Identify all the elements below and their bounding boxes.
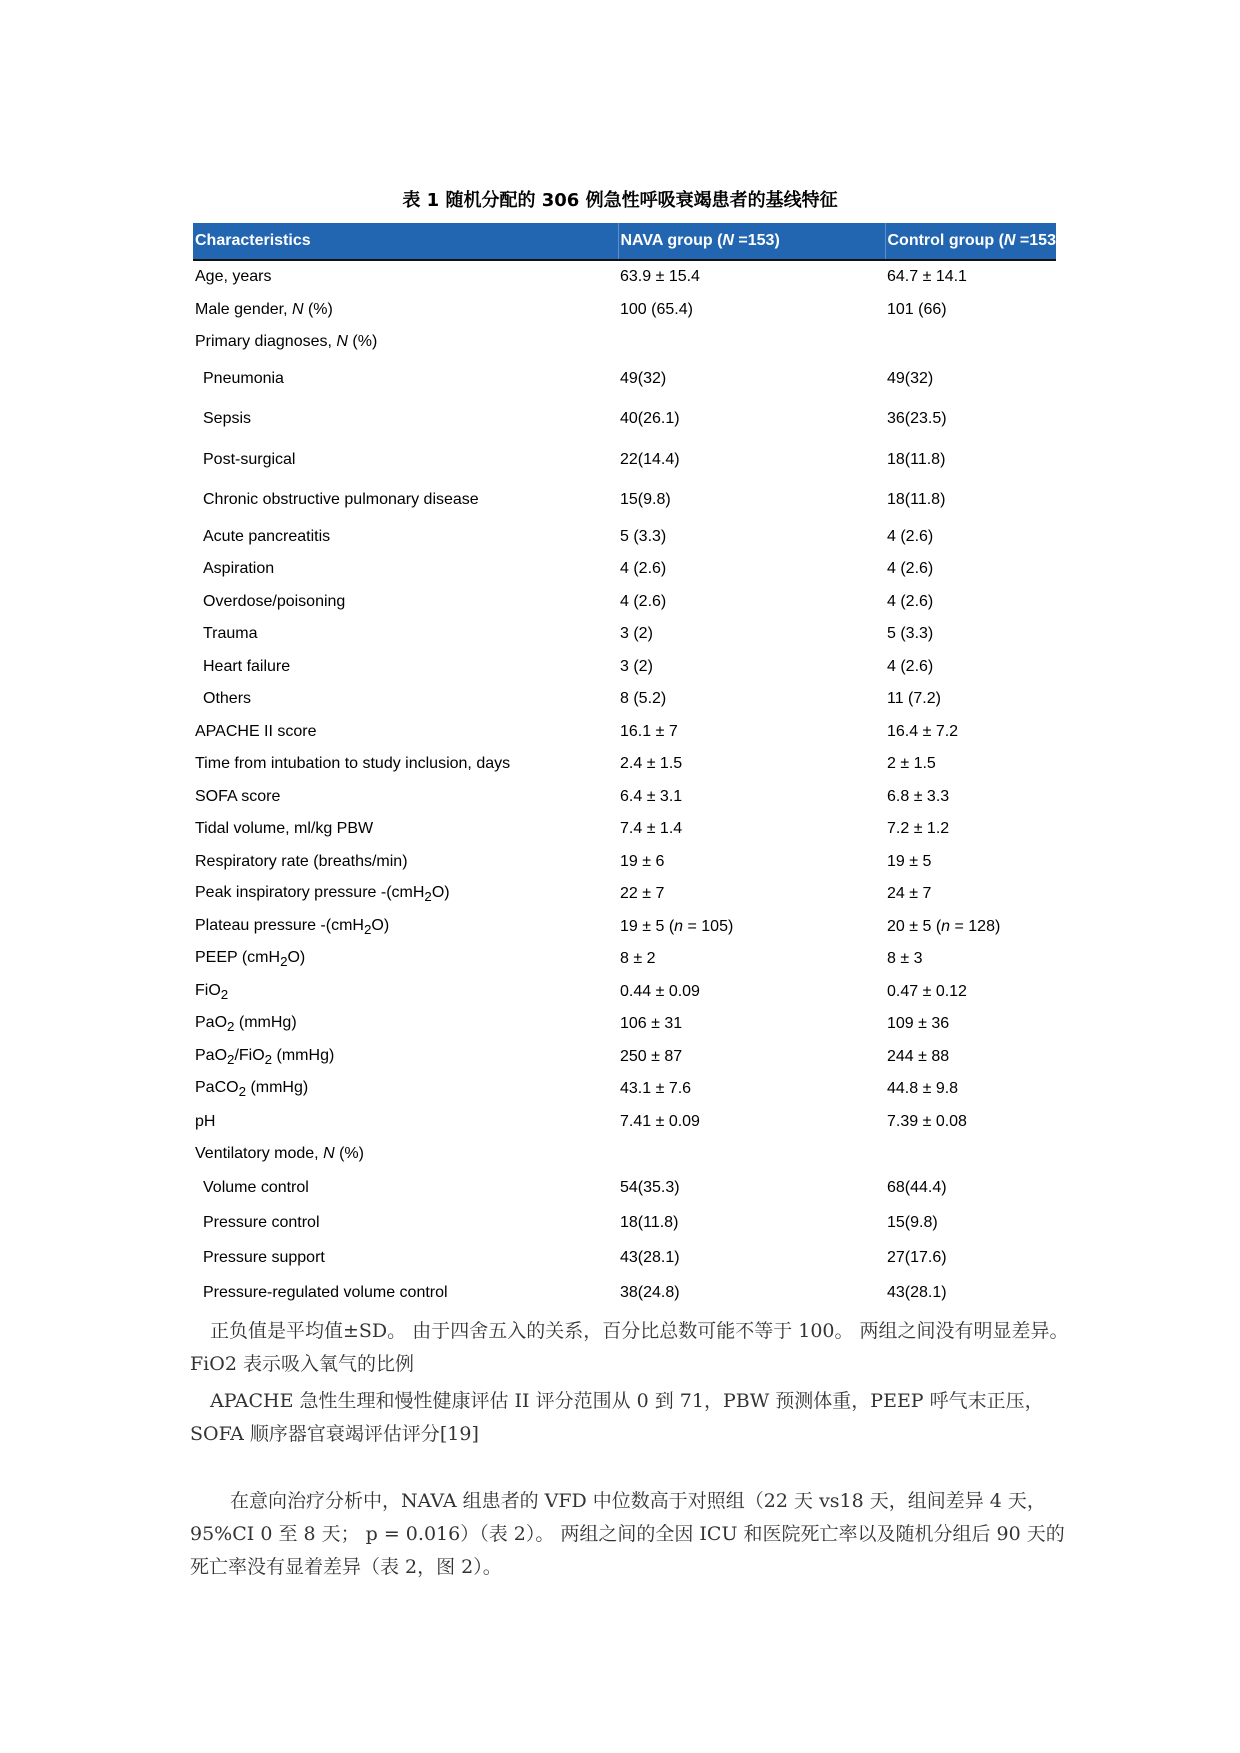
table-row	[193, 521, 1056, 554]
nava-value: 2.4 ± 1.5	[620, 755, 683, 773]
control-value: 4 (2.6)	[887, 657, 934, 675]
table-row	[193, 1041, 1056, 1074]
table-row	[193, 748, 1056, 781]
table-footnote-1: 正负值是平均值±SD。 由于四舍五入的关系，百分比总数可能不等于 100。 两组之间没有明显差异。 FiO2 表示吸入氧气的比例	[190, 1320, 1069, 1375]
control-value: 11 (7.2)	[887, 690, 941, 708]
table-row	[193, 781, 1056, 814]
table-row	[193, 399, 1056, 440]
table-row	[193, 326, 1056, 359]
control-value: 19 ± 5	[887, 852, 932, 870]
control-value: 18(11.8)	[887, 450, 946, 468]
nava-value: 54(35.3)	[620, 1179, 680, 1196]
row-label: PEEP (cmH$_2$O)	[195, 949, 306, 970]
table-footnote-2: APACHE 急性生理和慢性健康评估 II 评分范围从 0 到 71，PBW 预测体重，PEEP 呼气末正压，SOFA 顺序器官衰竭评估评分[19]	[190, 1390, 1044, 1445]
nava-value: 7.4 ± 1.4	[620, 820, 683, 838]
row-label: PaO$_2$ (mmHg)	[195, 1014, 297, 1035]
nava-value: 4 (2.6)	[620, 592, 667, 610]
table-row	[193, 683, 1056, 716]
row-label: Post-surgical	[203, 450, 296, 468]
row-label: Heart failure	[203, 657, 291, 675]
control-value: 8 ± 3	[887, 950, 923, 968]
nava-value: 22(14.4)	[620, 450, 680, 468]
row-label: Peak inspiratory pressure -(cmH$_2$O)	[195, 884, 450, 905]
row-label: Acute pancreatitis	[203, 527, 331, 545]
row-label: Ventilatory mode, N (%)	[195, 1145, 364, 1163]
table-row	[193, 846, 1056, 879]
nava-value: 40(26.1)	[620, 410, 680, 428]
control-value: 101 (66)	[887, 300, 947, 318]
control-value: 16.4 ± 7.2	[887, 722, 959, 740]
row-label: Others	[203, 690, 252, 708]
table-row	[193, 359, 1056, 400]
nava-value: 250 ± 87	[620, 1047, 683, 1065]
nava-value: 15(9.8)	[620, 491, 671, 509]
results-paragraph: 在意向治疗分析中，NAVA 组患者的 VFD 中位数高于对照组（22 天 vs18 天，组间差异 4 天，95%CI 0 至 8 天； p = 0.016）（表 2）。 两组之间的全因 ICU 和医院死亡率以及随机分组后 90 天的死亡率没有显着差异（表 2，图 2）。	[190, 1490, 1065, 1578]
control-value: 20 ± 5 (n = 128)	[887, 917, 1001, 935]
row-label: Time from intubation to study inclusion, days	[195, 755, 511, 773]
control-value: 49(32)	[887, 369, 934, 387]
nava-value: 43(28.1)	[620, 1249, 680, 1266]
row-label: Chronic obstructive pulmonary disease	[203, 491, 479, 509]
row-label: Plateau pressure -(cmH$_2$O)	[195, 916, 390, 937]
control-value: 7.2 ± 1.2	[887, 820, 950, 838]
nava-value: 7.41 ± 0.09	[620, 1112, 700, 1130]
control-value: 44.8 ± 9.8	[887, 1080, 959, 1098]
nava-value: 43.1 ± 7.6	[620, 1080, 692, 1098]
nava-value: 16.1 ± 7	[620, 722, 678, 740]
control-value: 6.8 ± 3.3	[887, 787, 950, 805]
row-label: SOFA score	[195, 787, 281, 805]
control-value: 68(44.4)	[887, 1179, 947, 1196]
table-row	[193, 813, 1056, 846]
control-value: 36(23.5)	[887, 410, 947, 428]
nava-value: 4 (2.6)	[620, 560, 667, 578]
row-label: Pressure control	[203, 1214, 320, 1231]
control-value: 64.7 ± 14.1	[887, 268, 967, 286]
table-row	[193, 1138, 1056, 1171]
nava-value: 106 ± 31	[620, 1015, 683, 1033]
nava-value: 100 (65.4)	[620, 300, 693, 318]
control-value: 7.39 ± 0.08	[887, 1112, 967, 1130]
table-row	[193, 586, 1056, 619]
control-value: 43(28.1)	[887, 1284, 947, 1301]
row-label: Sepsis	[203, 410, 252, 428]
row-label: Overdose/poisoning	[203, 592, 346, 610]
table-caption: 表 1 随机分配的 306 例急性呼吸衰竭患者的基线特征	[402, 190, 838, 211]
nava-value: 18(11.8)	[620, 1214, 679, 1231]
row-label: Volume control	[203, 1179, 309, 1196]
table-row	[193, 618, 1056, 651]
control-value	[885, 1138, 1056, 1171]
table-row	[193, 1171, 1056, 1206]
table-row	[193, 1241, 1056, 1276]
nava-value: 63.9 ± 15.4	[620, 268, 700, 286]
table-row	[193, 976, 1056, 1009]
row-label: Respiratory rate (breaths/min)	[195, 852, 408, 870]
control-value	[885, 326, 1056, 359]
row-label: Tidal volume, ml/kg PBW	[195, 820, 374, 838]
control-value: 4 (2.6)	[887, 592, 934, 610]
table-row	[193, 651, 1056, 684]
table-row	[193, 440, 1056, 481]
nava-value: 6.4 ± 3.1	[620, 787, 683, 805]
header-characteristics: Characteristics	[193, 223, 618, 260]
table-row	[193, 1073, 1056, 1106]
row-label: Pressure-regulated volume control	[203, 1284, 448, 1301]
control-value: 0.47 ± 0.12	[887, 982, 967, 1000]
row-label: Pneumonia	[203, 369, 284, 387]
nava-value: 22 ± 7	[620, 885, 665, 903]
nava-value: 0.44 ± 0.09	[620, 982, 700, 1000]
nava-value: 3 (2)	[620, 625, 653, 643]
row-label: FiO$_2$	[195, 981, 229, 1002]
table-row	[193, 294, 1056, 327]
nava-value: 19 ± 6	[620, 852, 665, 870]
control-value: 244 ± 88	[887, 1047, 950, 1065]
table-row	[193, 480, 1056, 521]
nava-value: 8 ± 2	[620, 950, 656, 968]
control-value: 4 (2.6)	[887, 560, 934, 578]
row-label: Male gender, N (%)	[195, 300, 333, 318]
table-row	[193, 911, 1056, 944]
table-header-row	[193, 223, 1056, 260]
table-row	[193, 1008, 1056, 1041]
control-value: 2 ± 1.5	[887, 755, 936, 773]
row-label: pH	[195, 1112, 216, 1130]
control-value: 15(9.8)	[887, 1214, 938, 1231]
header-nava-group: NAVA group (N =153)	[618, 223, 885, 260]
control-value: 27(17.6)	[887, 1249, 947, 1266]
control-value: 5 (3.3)	[887, 625, 934, 643]
nava-value: 38(24.8)	[620, 1284, 680, 1301]
row-label: Age, years	[195, 268, 272, 286]
row-label: Primary diagnoses, N (%)	[195, 333, 378, 351]
table-row	[193, 716, 1056, 749]
table-row	[193, 1276, 1056, 1311]
row-label: PaO$_2$/FiO$_2$ (mmHg)	[195, 1046, 335, 1067]
nava-value: 19 ± 5 (n = 105)	[620, 917, 734, 935]
table-row	[193, 878, 1056, 911]
table-row	[193, 943, 1056, 976]
row-label: Pressure support	[203, 1249, 325, 1266]
row-label: Trauma	[203, 625, 258, 643]
nava-value: 8 (5.2)	[620, 690, 667, 708]
row-label: APACHE II score	[195, 722, 317, 740]
header-control-group: Control group (N =153)	[885, 223, 1056, 260]
control-value: 18(11.8)	[887, 491, 946, 509]
control-value: 24 ± 7	[887, 885, 932, 903]
nava-value	[618, 1138, 885, 1171]
control-value: 4 (2.6)	[887, 527, 934, 545]
nava-value: 3 (2)	[620, 657, 653, 675]
nava-value	[618, 326, 885, 359]
row-label: Aspiration	[203, 560, 275, 578]
nava-value: 5 (3.3)	[620, 527, 667, 545]
table-row	[193, 260, 1056, 294]
table-row	[193, 1106, 1056, 1139]
table-row	[193, 1206, 1056, 1241]
table-row	[193, 553, 1056, 586]
nava-value: 49(32)	[620, 369, 667, 387]
row-label: PaCO$_2$ (mmHg)	[195, 1079, 309, 1100]
baseline-table	[193, 223, 1062, 1311]
control-value: 109 ± 36	[887, 1015, 950, 1033]
